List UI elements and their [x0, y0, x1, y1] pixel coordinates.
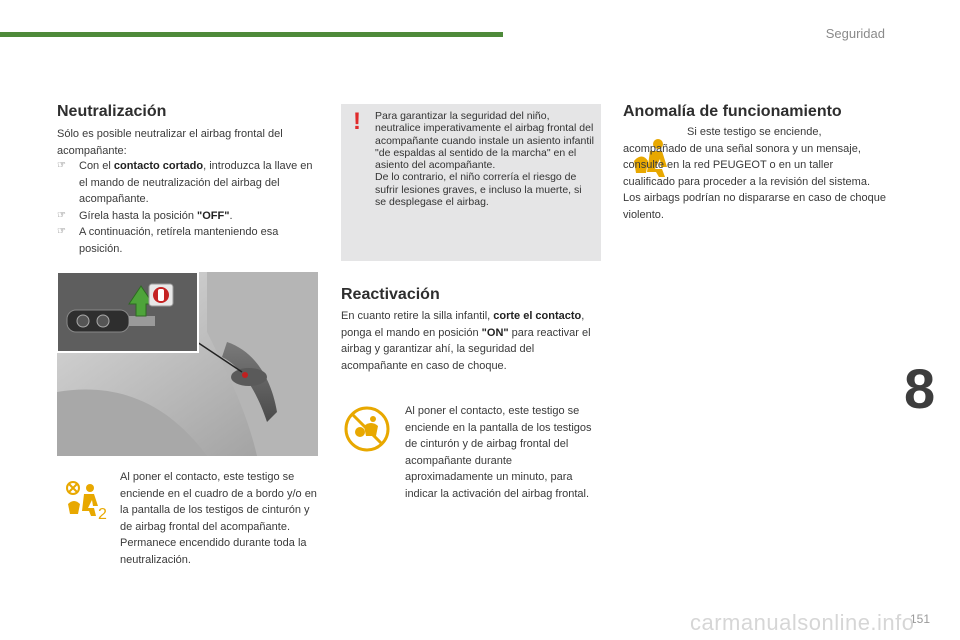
neutralizacion-title: Neutralización	[57, 103, 167, 120]
reactivacion-indicator-text: Al poner el contacto, este testigo se enciende en la pantalla de los testigos de cinturón y de airbag frontal del acompañante durante aproximadamente un minuto, para indicar la activación del airbag frontal.	[405, 405, 592, 500]
reactivacion-text: En cuanto retire la silla infantil, corte el contacto, ponga el mando en posición "ON" para reactivar el airbag y garantizar ahí, la seguridad del acompañante en caso de choque.	[341, 310, 591, 372]
step-item: ☞ A continuación, retírela manteniendo esa posición.	[57, 226, 279, 255]
header-accent-bar	[0, 32, 503, 37]
pointing-hand-icon: ☞	[57, 160, 66, 171]
page-number: 151	[910, 612, 931, 626]
watermark: carmanualsonline.info	[690, 610, 915, 635]
neutralizacion-intro: Sólo es posible neutralizar el airbag frontal del acompañante:	[57, 128, 283, 157]
airbag-off-indicator-icon	[64, 478, 108, 520]
anomalia-text: Si este testigo se enciende, acompañado de una señal sonora y un mensaje, consulte en la red PEUGEOT o en un taller cualificado para proceder a la revisión del sistema. Los airbags podrían no dispararse en caso de choque violento.	[623, 126, 886, 221]
key-switch-photo	[57, 272, 318, 456]
warning-icon: !	[353, 108, 361, 135]
pointing-hand-icon: ☞	[57, 209, 66, 221]
step-item: ☞ Gírela hasta la posición "OFF".	[57, 208, 319, 225]
chapter-number: 8	[904, 357, 936, 420]
pointing-hand-icon: ☞	[57, 226, 66, 237]
step-item: ☞ Con el contacto cortado, introduzca la llave en el mando de neutralización del airbag del acompañante.	[57, 160, 313, 205]
airbag-on-indicator-icon	[342, 404, 392, 454]
anomalia-title: Anomalía de funcionamiento	[623, 103, 842, 120]
neutralizacion-indicator-text: Al poner el contacto, este testigo se enciende en el cuadro de a bordo y/o en la pantalla de los testigos de cinturón y de airbag frontal del acompañante. Permanece encendido durante toda la neutralización.	[120, 471, 317, 566]
svg-text:2: 2	[98, 506, 107, 520]
warning-box	[341, 104, 601, 261]
reactivacion-title: Reactivación	[341, 286, 440, 303]
neutralizacion-steps	[57, 158, 319, 257]
warning-text: Para garantizar la seguridad del niño, neutralice imperativamente el airbag frontal del acompañante cuando instale un asiento infantil "de espaldas al sentido de la marcha" en el asiento del acompañante. De lo contrario, el niño correría el riesgo de sufrir lesiones graves, e incluso la muerte, si se desplegase el airbag.	[375, 110, 594, 209]
section-title: Seguridad	[825, 26, 885, 41]
